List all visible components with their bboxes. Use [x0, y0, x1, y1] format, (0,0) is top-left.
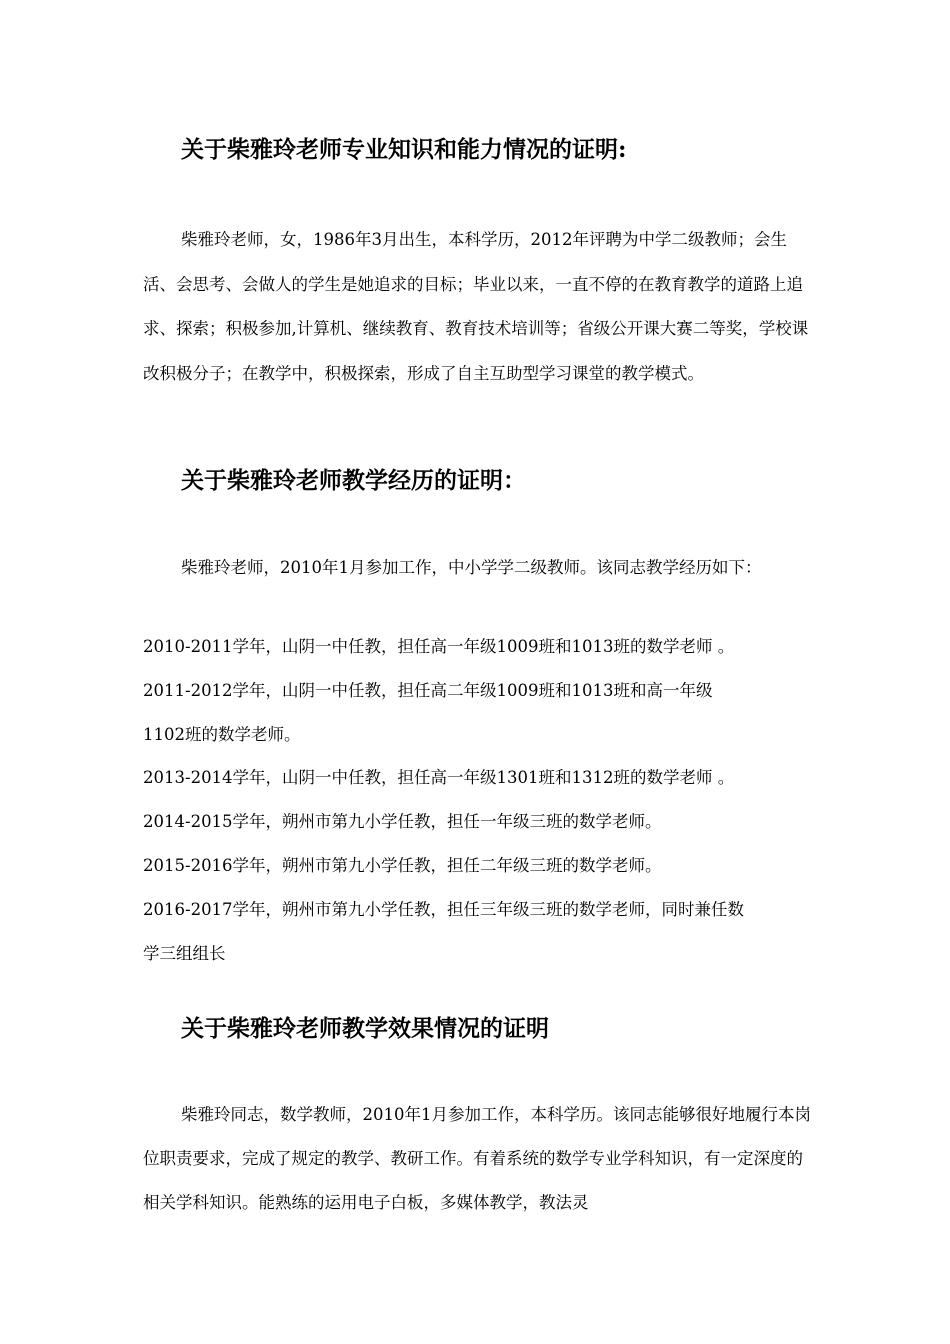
- experience-entry: 学三组组长: [143, 944, 226, 963]
- experience-entry: 2010-2011学年，山阴一中任教，担任高一年级1009班和1013班的数学老师 。: [143, 637, 735, 656]
- experience-entry: 1102班的数学老师。: [143, 725, 301, 744]
- paragraph-text: 柴雅玲同志，数学教师，2010年1月参加工作，本科学历。该同志能够很好地履行本岗位职责要求，完成了规定的教学、教研工作。有着系统的数学专业学科知识，有一定深度的相关学科知识。能熟练的运用电子白板，多媒体教学，教法灵: [143, 1105, 811, 1212]
- paragraph-text: 柴雅玲老师，2010年1月参加工作，中小学学二级教师。该同志教学经历如下：: [181, 558, 762, 577]
- section-body-professional-ability: [143, 218, 813, 396]
- section-heading-teaching-results: 关于柴雅玲老师教学效果情况的证明: [181, 1015, 549, 1042]
- section-heading-teaching-experience: 关于柴雅玲老师教学经历的证明：: [181, 467, 526, 494]
- section-intro-teaching-experience: [143, 546, 813, 590]
- section-heading-professional-ability: 关于柴雅玲老师专业知识和能力情况的证明:: [181, 136, 627, 163]
- experience-entry: 2015-2016学年，朔州市第九小学任教，担任二年级三班的数学老师。: [143, 856, 662, 875]
- experience-entry: 2013-2014学年，山阴一中任教，担任高一年级1301班和1312班的数学老师 。: [143, 768, 735, 787]
- experience-entry: 2011-2012学年，山阴一中任教，担任高二年级1009班和1013班和高一年级: [143, 681, 713, 700]
- section-body-teaching-results: [143, 1093, 813, 1225]
- experience-entry: 2014-2015学年，朔州市第九小学任教，担任一年级三班的数学老师。: [143, 812, 662, 831]
- experience-entry: 2016-2017学年，朔州市第九小学任教，担任三年级三班的数学老师，同时兼任数: [143, 900, 745, 919]
- paragraph-text: 柴雅玲老师，女，1986年3月出生，本科学历，2012年评聘为中学二级教师；会生活、会思考、会做人的学生是她追求的目标；毕业以来，一直不停的在教育教学的道路上追求、探索；积极参加,计算机、继续教育、教育技术培训等；省级公开课大赛二等奖，学校课改积极分子；在教学中，积极探索，形成了自主互助型学习课堂的教学模式。: [143, 230, 809, 383]
